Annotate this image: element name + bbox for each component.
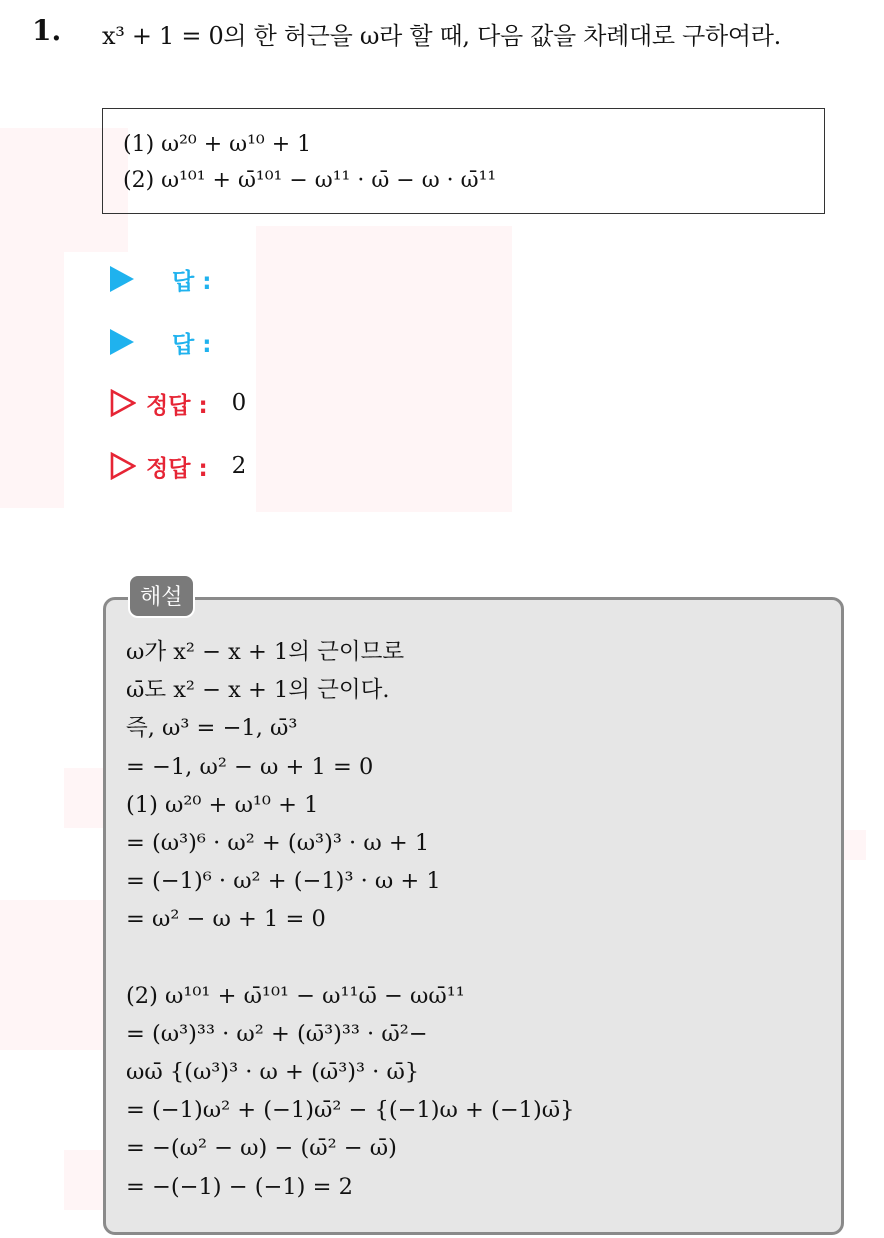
triangle-outline-icon: [110, 452, 136, 480]
solution-line: (2) ω¹⁰¹ + ω̄¹⁰¹ − ω¹¹ω̄ − ωω̄¹¹: [126, 982, 465, 1009]
condition-1: (1) ω²⁰ + ω¹⁰ + 1: [123, 132, 312, 157]
watermark-block: [0, 900, 104, 1050]
play-marker-icon: [110, 329, 134, 355]
solution-line: 즉, ω³ = −1, ω̄³: [126, 715, 298, 742]
solution-line: = ω² − ω + 1 = 0: [126, 906, 326, 933]
answer-row-2: [110, 325, 211, 359]
watermark-block: [256, 226, 512, 512]
question-stem: x³ + 1 = 0의 한 허근을 ω라 할 때, 다음 값을 차례대로 구하여라.: [102, 22, 781, 50]
solution-line: (1) ω²⁰ + ω¹⁰ + 1: [126, 791, 319, 818]
watermark-block: [64, 768, 104, 828]
watermark-block: [844, 830, 866, 860]
question-number: 1.: [32, 14, 62, 47]
correct-answer-row-2: [110, 449, 246, 483]
answer-label: 답 :: [172, 268, 212, 295]
answer-row-1: [110, 262, 211, 296]
solution-box: [103, 597, 844, 1235]
solution-line: ωω̄ {(ω³)³ · ω + (ω̄³)³ · ω̄}: [126, 1059, 420, 1086]
solution-line: [126, 939, 841, 977]
solution-line: = −1, ω² − ω + 1 = 0: [126, 753, 374, 780]
watermark-block: [64, 1150, 104, 1210]
correct-answer-label: 정답 :: [146, 455, 208, 482]
triangle-outline-icon: [110, 389, 136, 417]
watermark-block: [0, 128, 64, 508]
correct-answer-value: 2: [231, 453, 247, 479]
play-marker-icon: [110, 266, 134, 292]
solution-line: = −(−1) − (−1) = 2: [126, 1173, 353, 1200]
solution-line: = (−1)ω² + (−1)ω̄² − {(−1)ω + (−1)ω̄}: [126, 1097, 575, 1124]
solution-line: = (ω³)³³ · ω² + (ω̄³)³³ · ω̄²−: [126, 1020, 428, 1047]
condition-2: (2) ω¹⁰¹ + ω̄¹⁰¹ − ω¹¹ · ω̄ − ω · ω̄¹¹: [123, 168, 497, 193]
answer-label: 답 :: [172, 331, 212, 358]
solution-line: = (−1)⁶ · ω² + (−1)³ · ω + 1: [126, 868, 441, 895]
solution-line: = −(ω² − ω) − (ω̄² − ω̄): [126, 1135, 397, 1162]
solution-line: ω̄도 x² − x + 1의 근이다.: [126, 677, 390, 704]
correct-answer-label: 정답 :: [146, 392, 208, 419]
solution-tag: 해설: [128, 574, 195, 618]
solution-line: = (ω³)⁶ · ω² + (ω³)³ · ω + 1: [126, 829, 430, 856]
correct-answer-value: 0: [231, 390, 247, 416]
condition-box: [102, 108, 825, 214]
correct-answer-row-1: [110, 386, 246, 420]
solution-line: ω가 x² − x + 1의 근이므로: [126, 639, 405, 665]
